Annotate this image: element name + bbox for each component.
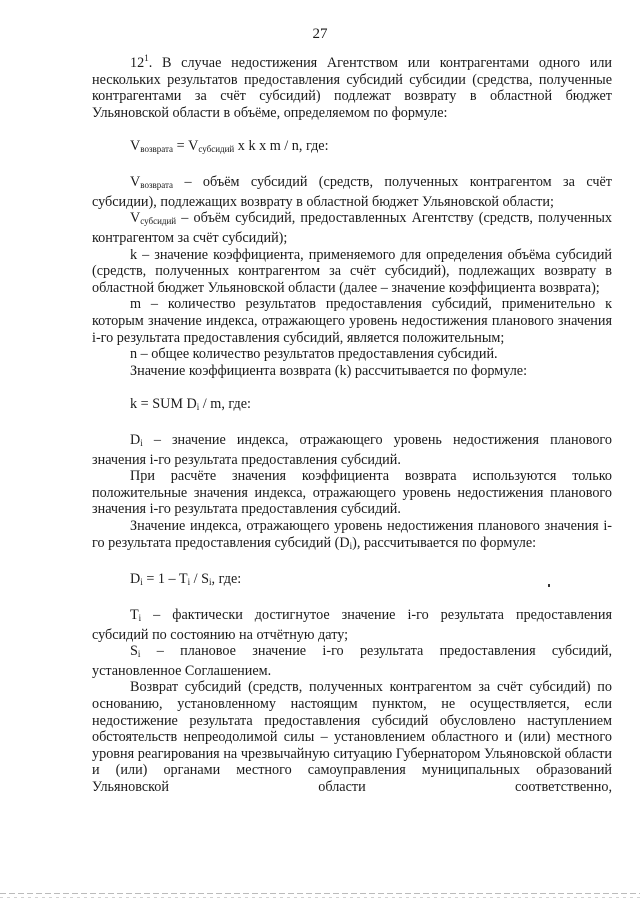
definition-di: $D_i$ – значение индекса, отражающего уровень недостижения планового значения i-го результата предоставления субсидий.: [92, 432, 612, 468]
formula-di: $D_i = 1 - T_i / S_i$, где:: [130, 570, 242, 587]
formula-v-return: $V_{возврата} = V_{субсидий}$ х k х m / n, где:: [130, 137, 329, 154]
definition-v-subsidy: $V_{субсидий}$ – объём субсидий, предоставленных Агентству (средств, полученных контрагентом за счёт субсидий);: [92, 210, 612, 246]
definition-k: k – значение коэффициента, применяемого для определения объёма субсидий (средств, полученных контрагентом за счёт субсидий), подлежащих возврату в областной бюджет Ульяновской области (далее – значение коэффициента возврата);: [92, 246, 612, 296]
formula-k: k = SUM $D_i$ / m, где:: [130, 395, 251, 412]
paragraph-k-intro: Значение коэффициента возврата (k) рассчитывается по формуле:: [130, 362, 528, 379]
paragraph-positive-values: При расчёте значения коэффициента возврата используются только положительные значения индекса, отражающего уровень недостижения планового значения i-го результата предоставления субсидий.: [92, 468, 612, 518]
footer-divider-faint: [0, 897, 640, 898]
definition-n: n – общее количество результатов предоставления субсидий.: [130, 346, 498, 363]
definition-si: $S_i$ – плановое значение i-го результата предоставления субсидий, установленное Соглашением.: [92, 643, 612, 679]
paragraph-12-1: $12^1$. В случае недостижения Агентством или контрагентами одного или нескольких результатов предоставления субсидий субсидии (средства, полученные контрагентами за счёт субсидий) подлежат возврату в областной бюджет Ульяновской области в объёме, определяемом по формуле:: [92, 53, 612, 121]
footer-divider: [0, 893, 640, 894]
definition-ti: $T_i$ – фактически достигнутое значение i-го результата предоставления субсидий по состоянию на отчётную дату;: [92, 607, 612, 643]
definition-m: m – количество результатов предоставления субсидий, применительно к которым значение индекса, отражающего уровень недостижения планового значения i-го результата предоставления субсидий, является положительным;: [92, 296, 612, 346]
paragraph-di-intro: Значение индекса, отражающего уровень недостижения планового значения i-го результата предоставления субсидий $(D_i)$, рассчитывается по формуле:: [92, 518, 612, 551]
page-number: 27: [312, 26, 328, 42]
paragraph-no-return: Возврат субсидий (средств, полученных контрагентом за счёт субсидий) по основанию, установленному настоящим пунктом, не осуществляется, если недостижение результата предоставления субсидий обусловлено наступлением обстоятельств непреодолимой силы – установлением областного и (или) местного уровня реагирования на чрезвычайную ситуацию Губернатором Ульяновской области и (или) органами местного самоуправления муниципальных образований Ульяновской области соответственно,: [92, 679, 612, 795]
definition-v-return: $V_{возврата}$ – объём субсидий (средств, полученных контрагентом за счёт субсидии), подлежащих возврату в областной бюджет Ульяновской области;: [92, 174, 612, 210]
document-body: [92, 50, 612, 796]
scan-speck: [548, 584, 550, 587]
